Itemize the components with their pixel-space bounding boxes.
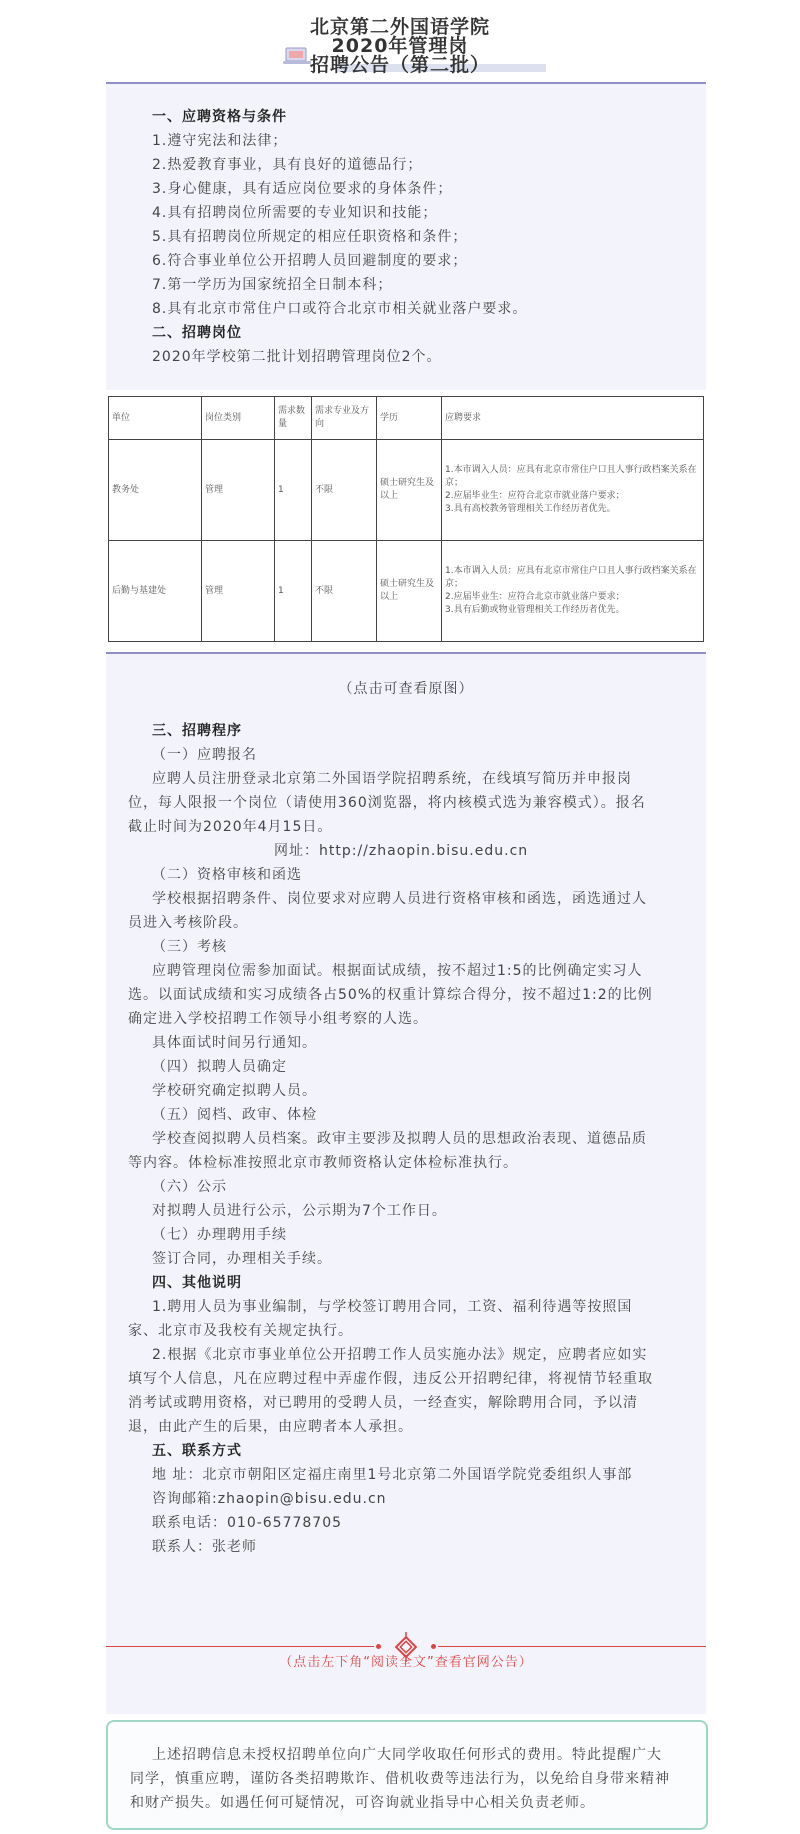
table-header-cell: 岗位类别 bbox=[202, 397, 275, 440]
contact-person: 联系人：张老师 bbox=[152, 1539, 257, 1555]
qualification-item: 7.第一学历为国家统招全日制本科； bbox=[152, 277, 393, 293]
procedure-line: 学校根据招聘条件、岗位要求对应聘人员进行资格审核和函选，函选通过人 bbox=[152, 891, 647, 907]
divider-line-left bbox=[106, 1646, 374, 1647]
warning-line: 和财产损失。如遇任何可疑情况，可咨询就业指导中心相关负责老师。 bbox=[130, 1795, 595, 1811]
requirement-line: 2.应届毕业生：应符合北京市就业落户要求； bbox=[445, 592, 625, 602]
divider-dot-left bbox=[376, 1644, 381, 1649]
qualification-item: 2.热爱教育事业，具有良好的道德品行； bbox=[152, 157, 423, 173]
contact-email[interactable]: 咨询邮箱:zhaopin@bisu.edu.cn bbox=[152, 1491, 387, 1507]
table-row bbox=[109, 440, 704, 541]
section2-heading: 二、招聘岗位 bbox=[152, 325, 242, 341]
table-cell-degree: 硕士研究生及以上 bbox=[377, 440, 442, 541]
qualification-item: 4.具有招聘岗位所需要的专业知识和技能； bbox=[152, 205, 438, 221]
jobs-table[interactable] bbox=[108, 396, 704, 642]
procedure-line: 应聘管理岗位需参加面试。根据面试成绩，按不超过1:5的比例确定实习人 bbox=[152, 963, 643, 979]
qualification-item: 5.具有招聘岗位所规定的相应任职资格和条件； bbox=[152, 229, 468, 245]
table-cell-degree: 硕士研究生及以上 bbox=[377, 541, 442, 642]
contact-address: 地 址：北京市朝阳区定福庄南里1号北京第二外国语学院党委组织人事部 bbox=[152, 1467, 633, 1483]
page-title-line1: 北京第二外国语学院 bbox=[309, 16, 490, 38]
procedure-line: （四）拟聘人员确定 bbox=[152, 1059, 287, 1075]
note-line: 消考试或聘用资格，对已聘用的受聘人员，一经查实，解除聘用合同，予以清 bbox=[128, 1395, 638, 1411]
note-line: 2.根据《北京市事业单位公开招聘工作人员实施办法》规定，应聘者应如实 bbox=[152, 1347, 648, 1363]
table-row bbox=[109, 541, 704, 642]
note-line: 退，由此产生的后果，由应聘者本人承担。 bbox=[128, 1419, 413, 1435]
table-cell-unit: 后勤与基建处 bbox=[109, 541, 202, 642]
requirement-line: 2.应届毕业生：应符合北京市就业落户要求； bbox=[445, 491, 625, 501]
requirement-line: 1.本市调入人员：应具有北京市常住户口且人事行政档案关系在京； bbox=[445, 566, 697, 589]
qualification-item: 1.遵守宪法和法律； bbox=[152, 133, 288, 149]
table-cell-major: 不限 bbox=[312, 541, 377, 642]
table-cell-requirements bbox=[442, 440, 704, 541]
procedure-line: （三）考核 bbox=[152, 939, 227, 955]
table-header-cell: 应聘要求 bbox=[442, 397, 704, 440]
section-panel-2 bbox=[106, 654, 706, 1714]
table-header-cell: 单位 bbox=[109, 397, 202, 440]
chinese-knot-divider bbox=[106, 1632, 706, 1662]
page-header bbox=[0, 0, 800, 80]
table-cell-unit: 教务处 bbox=[109, 440, 202, 541]
procedure-line: （一）应聘报名 bbox=[152, 747, 257, 763]
requirement-line: 1.本市调入人员：应具有北京市常住户口且人事行政档案关系在京； bbox=[445, 465, 697, 488]
note-line: 家、北京市及我校有关规定执行。 bbox=[128, 1323, 353, 1339]
procedure-line: 应聘人员注册登录北京第二外国语学院招聘系统，在线填写简历并申报岗 bbox=[152, 771, 632, 787]
procedure-line: 截止时间为2020年4月15日。 bbox=[128, 819, 333, 835]
table-header-cell: 需求数量 bbox=[275, 397, 312, 440]
procedure-line: 具体面试时间另行通知。 bbox=[152, 1035, 317, 1051]
qualification-item: 6.符合事业单位公开招聘人员回避制度的要求； bbox=[152, 253, 468, 269]
chinese-knot-icon bbox=[390, 1632, 422, 1662]
procedure-line: 选。以面试成绩和实习成绩各占50%的权重计算综合得分，按不超过1:2的比例 bbox=[128, 987, 653, 1003]
section2-text: 2020年学校第二批计划招聘管理岗位2个。 bbox=[152, 349, 442, 365]
warning-line: 上述招聘信息未授权招聘单位向广大同学收取任何形式的费用。特此提醒广大 bbox=[152, 1747, 662, 1763]
page-title-line3: 招聘公告（第二批） bbox=[309, 54, 490, 76]
table-cell-category: 管理 bbox=[202, 440, 275, 541]
table-cell-major: 不限 bbox=[312, 440, 377, 541]
divider-dot-right bbox=[431, 1644, 436, 1649]
section5-heading: 五、联系方式 bbox=[152, 1443, 242, 1459]
recruit-website-link[interactable]: 网址：http://zhaopin.bisu.edu.cn bbox=[274, 843, 529, 859]
qualification-item: 8.具有北京市常住户口或符合北京市相关就业落户要求。 bbox=[152, 301, 528, 317]
table-cell-count: 1 bbox=[275, 440, 312, 541]
table-cell-category: 管理 bbox=[202, 541, 275, 642]
procedure-line: 学校查阅拟聘人员档案。政审主要涉及拟聘人员的思想政治表现、道德品质 bbox=[152, 1131, 647, 1147]
procedure-line: （六）公示 bbox=[152, 1179, 227, 1195]
table-header-cell: 需求专业及方向 bbox=[312, 397, 377, 440]
table-cell-count: 1 bbox=[275, 541, 312, 642]
procedure-line: 确定进入学校招聘工作领导小组考察的人选。 bbox=[128, 1011, 428, 1027]
table-header-row bbox=[109, 397, 704, 440]
divider-line-right bbox=[438, 1646, 706, 1647]
requirement-line: 3.具有高校教务管理相关工作经历者优先。 bbox=[445, 504, 616, 514]
procedure-line: 对拟聘人员进行公示，公示期为7个工作日。 bbox=[152, 1203, 447, 1219]
contact-phone: 联系电话：010-65778705 bbox=[152, 1515, 343, 1531]
read-more-notice: （点击左下角“阅读全文”查看官网公告） bbox=[279, 1655, 533, 1670]
section4-heading: 四、其他说明 bbox=[152, 1275, 242, 1291]
procedure-line: （二）资格审核和函选 bbox=[152, 867, 302, 883]
procedure-line: 学校研究确定拟聘人员。 bbox=[152, 1083, 317, 1099]
procedure-line: 位，每人限报一个岗位（请使用360浏览器，将内核模式选为兼容模式）。报名 bbox=[128, 795, 646, 811]
section1-heading: 一、应聘资格与条件 bbox=[152, 109, 287, 125]
qualification-item: 3.身心健康，具有适应岗位要求的身体条件； bbox=[152, 181, 453, 197]
procedure-line: （五）阅档、政审、体检 bbox=[152, 1107, 317, 1123]
note-line: 1.聘用人员为事业编制，与学校签订聘用合同，工资、福利待遇等按照国 bbox=[152, 1299, 633, 1315]
procedure-line: （七）办理聘用手续 bbox=[152, 1227, 287, 1243]
warning-line: 同学，慎重应聘，谨防各类招聘欺诈、借机收费等违法行为，以免给自身带来精神 bbox=[130, 1771, 670, 1787]
procedure-line: 等内容。体检标准按照北京市教师资格认定体检标准执行。 bbox=[128, 1155, 518, 1171]
note-line: 填写个人信息，凡在应聘过程中弄虚作假，违反公开招聘纪律，将视情节轻重取 bbox=[128, 1371, 653, 1387]
page-title-line2: 2020年管理岗 bbox=[331, 35, 469, 57]
procedure-line: 签订合同，办理相关手续。 bbox=[152, 1251, 332, 1267]
section3-heading: 三、招聘程序 bbox=[152, 723, 242, 739]
view-original-link[interactable]: （点击可查看原图） bbox=[338, 681, 474, 697]
table-header-cell: 学历 bbox=[377, 397, 442, 440]
requirement-line: 3.具有后勤或物业管理相关工作经历者优先。 bbox=[445, 605, 625, 615]
section-panel-1 bbox=[106, 84, 706, 390]
procedure-line: 员进入考核阶段。 bbox=[128, 915, 248, 931]
fraud-warning-box bbox=[106, 1720, 708, 1830]
table-cell-requirements bbox=[442, 541, 704, 642]
